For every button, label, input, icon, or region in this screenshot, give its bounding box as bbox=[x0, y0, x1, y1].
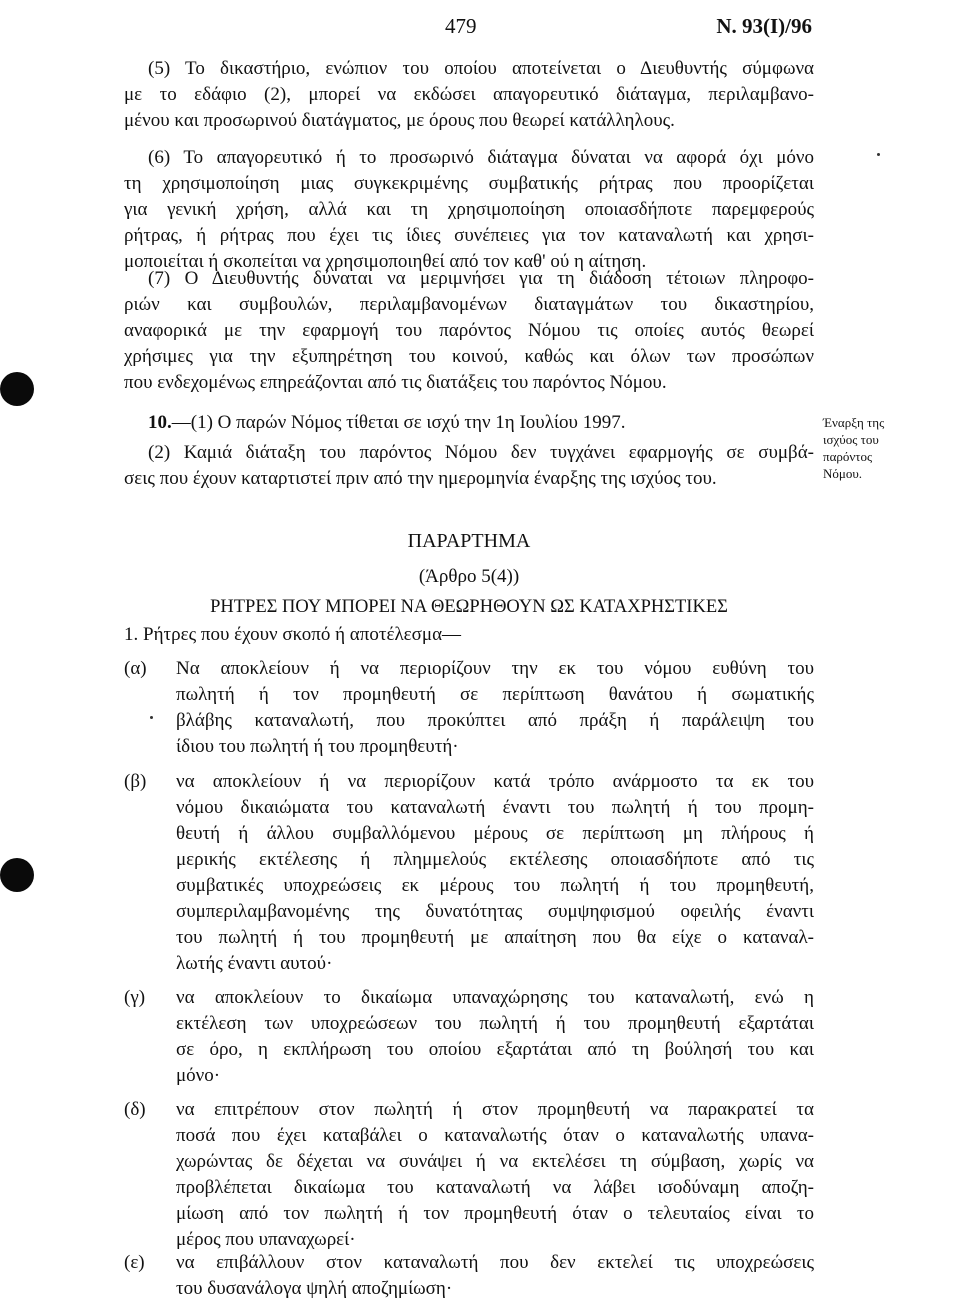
text-line: μέρος που υπαναχωρεί· bbox=[176, 1229, 356, 1250]
text-line: πωλητή ή τον προμηθευτή σε περίπτωση θανάτου ή σωματικής bbox=[176, 684, 814, 705]
item-label: (δ) bbox=[124, 1099, 146, 1120]
binder-hole-mark bbox=[0, 858, 34, 892]
text-line: ίδιου του πωλητή ή του προμηθευτή· bbox=[176, 736, 459, 757]
margin-note-line: Έναρξη της bbox=[823, 415, 885, 430]
text-line: νόμου δικαιώματα του καταναλωτή έναντι του πωλητή ή του προμη- bbox=[176, 797, 814, 818]
text-line: μόνο· bbox=[176, 1065, 221, 1086]
text-line: με το εδάφιο (2), μπορεί να εκδώσει απαγορευτικό διάταγμα, περιλαμβανο- bbox=[124, 84, 814, 105]
speck-mark bbox=[877, 153, 880, 156]
text-line: χωρώντας δε δέχεται να συνάψει ή να εκτελέσει τη σύμβαση, χωρίς να bbox=[176, 1151, 814, 1172]
text-line: που ενδεχομένως επηρεάζονται από τις διατάξεις του παρόντος Νόμου. bbox=[124, 372, 667, 393]
page-header bbox=[0, 14, 960, 48]
text-line: χρήσιμες για την εξυπηρέτηση του κοινού, καθώς και όλων των προσώπων bbox=[124, 346, 814, 367]
text-line: Να αποκλείουν ή να περιορίζουν την εκ του νόμου ευθύνη του bbox=[176, 658, 814, 679]
text-line: (7) Ο Διευθυντής δύναται να μεριμνήσει για τη διάδοση τέτοιων πληροφο- bbox=[148, 268, 814, 289]
text-line: προβλέπεται δικαίωμα του καταναλωτή να λάβει ισοδύναμη αποζη- bbox=[176, 1177, 814, 1198]
annex-article-ref: (Άρθρο 5(4)) bbox=[418, 566, 520, 587]
text-line: εκτέλεση των υποχρεώσεων του πωλητή ή του προμηθευτή εξαρτάται bbox=[176, 1013, 814, 1034]
text-line: μερικής εκτέλεσης ή πλημμελούς εκτέλεσης οποιασδήποτε από τις bbox=[176, 849, 814, 870]
text-line: σεις που έχουν καταρτιστεί πριν από την ημερομηνία έναρξης της ισχύος του. bbox=[124, 468, 717, 489]
text-line: λωτής έναντι αυτού· bbox=[176, 953, 333, 974]
margin-note-line: παρόντος bbox=[823, 449, 873, 464]
text-line: του πωλητή ή του προμηθευτή με απαίτηση που θα είχε ο καταναλ- bbox=[176, 927, 814, 948]
item-label: (α) bbox=[124, 658, 147, 679]
text-line: να επιβάλλουν στον καταναλωτή που δεν εκτελεί τις υποχρεώσεις bbox=[176, 1252, 814, 1273]
binder-hole-mark bbox=[0, 372, 34, 406]
speck-mark bbox=[150, 716, 153, 719]
text-line: για γενική χρήση, αλλά και τη χρησιμοποίηση οποιασδήποτε παρεμφερούς bbox=[124, 199, 814, 220]
text-line: ποσά που έχει καταβάλει ο καταναλωτής όταν ο καταναλωτής υπανα- bbox=[176, 1125, 814, 1146]
text-line: θευτή ή άλλου συμβαλλόμενου μέρους σε περίπτωση μη πλήρους ή bbox=[176, 823, 814, 844]
margin-note bbox=[823, 414, 933, 482]
text-line: (5) Το δικαστήριο, ενώπιον του οποίου αποτείνεται ο Διευθυντής σύμφωνα bbox=[148, 58, 814, 79]
text-line: συμπεριλαμβανομένης της δυνατότητας συμψηφισμού οφειλής έναντι bbox=[176, 901, 814, 922]
text-line: ριών και συμβουλών, περιλαμβανομένων διαταγμάτων του δικαστηρίου, bbox=[124, 294, 814, 315]
text-line: να αποκλείουν ή να περιορίζουν κατά τρόπο ανάρμοστο τα εκ του bbox=[176, 771, 814, 792]
text-line: (6) Το απαγορευτικό ή το προσωρινό διάταγμα δύναται να αφορά όχι μόνο bbox=[148, 147, 814, 168]
text-line: να επιτρέπουν στον πωλητή ή στον προμηθευτή να παρακρατεί τα bbox=[176, 1099, 814, 1120]
page-number: 479 bbox=[445, 14, 477, 38]
text-line: τη χρησιμοποίηση μιας συγκεκριμένης συμβατικής ρήτρας που προορίζεται bbox=[124, 173, 814, 194]
text-line: να αποκλείουν το δικαίωμα υπαναχώρησης του καταναλωτή, ενώ η bbox=[176, 987, 814, 1008]
annex-intro: 1. Ρήτρες που έχουν σκοπό ή αποτέλεσμα— bbox=[124, 624, 462, 645]
section-10-sub-1 bbox=[148, 410, 814, 436]
text-line: του δυσανάλογα ψηλή αποζημίωση· bbox=[176, 1278, 453, 1299]
section-number: 10. bbox=[148, 412, 172, 433]
annex-title: ΠΑΡΑΡΤΗΜΑ bbox=[407, 530, 531, 552]
text-line: μένου και προσωρινού διατάγματος, με όρους που θεωρεί κατάλληλους. bbox=[124, 110, 675, 131]
text-line: ρήτρας, ή ρήτρας που έχει τις ίδιες συνέπειες για τον καταναλωτή και χρησι- bbox=[124, 225, 814, 246]
margin-note-line: Νόμου. bbox=[823, 466, 863, 481]
text-line: (2) Καμιά διάταξη του παρόντος Νόμου δεν τυγχάνει εφαρμογής σε συμβά- bbox=[148, 442, 814, 463]
item-label: (β) bbox=[124, 771, 147, 792]
item-label: (γ) bbox=[124, 987, 146, 1008]
section-10-sub-1-text: —(1) Ο παρών Νόμος τίθεται σε ισχύ την 1η Ιουλίου 1997. bbox=[171, 412, 626, 433]
text-line: βλάβης καταναλωτή, που προκύπτει από πράξη ή παράλειψη του bbox=[176, 710, 814, 731]
text-line: μίωση από τον πωλητή ή τον προμηθευτή όταν ο τελευταίος είναι το bbox=[176, 1203, 814, 1224]
text-line: σε όρο, η εκπλήρωση του οποίου εξαρτάται από τη βούλησή του και bbox=[176, 1039, 814, 1060]
text-line: μοποιείται ή σκοπείται να χρησιμοποιηθεί από τον καθ' ού η αίτηση. bbox=[124, 251, 647, 272]
item-label: (ε) bbox=[124, 1252, 145, 1273]
margin-note-line: ισχύος του bbox=[823, 432, 879, 447]
text-line: συμβατικές υποχρεώσεις εκ μέρους του πωλητή ή του προμηθευτή, bbox=[176, 875, 814, 896]
law-reference: Ν. 93(I)/96 bbox=[716, 14, 812, 38]
text-line: αναφορικά με την εφαρμογή του παρόντος Νόμου τις οποίες αυτός θεωρεί bbox=[124, 320, 814, 341]
annex-heading: ΡΗΤΡΕΣ ΠΟΥ ΜΠΟΡΕΙ ΝΑ ΘΕΩΡΗΘΟΥΝ ΩΣ ΚΑΤΑΧΡΗΣΤΙΚΕΣ bbox=[210, 597, 728, 617]
